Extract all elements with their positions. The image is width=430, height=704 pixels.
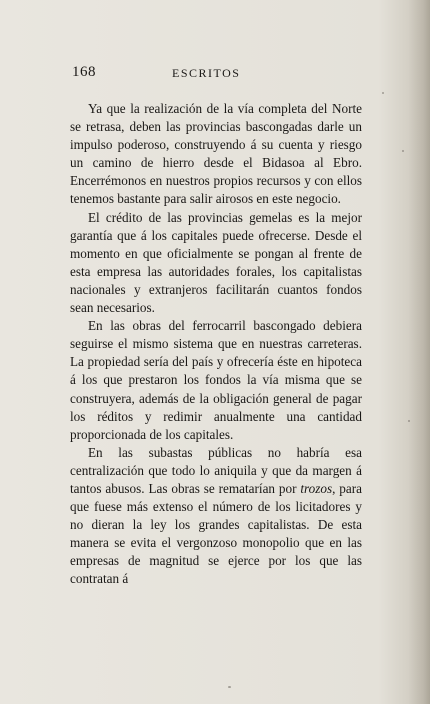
paper-speck xyxy=(408,420,410,422)
paper-speck xyxy=(382,92,384,94)
paragraph-2: El crédito de las provincias gemelas es la mejor garantía que á los capitales puede ofrecerse. Desde el momento en que oficialmente se pongan al frente de esta empresa las autoridades forales, los capitalistas nacionales y extranjeros facilitarán cuantos fondos sean necesarios. xyxy=(70,209,362,316)
running-head: ESCRITOS xyxy=(172,66,241,80)
body-text xyxy=(70,100,362,589)
paper-speck xyxy=(402,150,404,152)
page-edge-shadow xyxy=(408,0,430,704)
paragraph-3: En las obras del ferrocarril bascongado debiera seguirse el mismo sistema que en nuestras carreteras. La propiedad sería del país y ofrecería éste en hipoteca á los que prestaron los fondos la vía misma que se construyera, además de la obligación general de pagar los réditos y redimir anualmente una cantidad proporcionada de los capitales. xyxy=(70,318,362,442)
paragraph-4: En las subastas públicas no habría esa centralización que todo lo aniquila y que da margen á tantos abusos. Las obras se rematarían por trozos, para que fuese más extenso el número de los licitadores y no dieran la ley los grandes capitalistas. De esta manera se evita el vergonzoso monopolio que en las empresas de magnitud se ejerce por los que las contratan á xyxy=(70,444,362,587)
page-number: 168 xyxy=(72,64,96,80)
paper-speck xyxy=(228,686,231,688)
paragraph-1: Ya que la realización de la vía completa del Norte se retrasa, deben las provincias bascongadas darle un impulso poderoso, construyendo á su cuenta y riesgo un camino de hierro desde el Bidasoa al Ebro. Encerrémonos en nuestros propios recursos y con ellos tenemos bastante para salir airosos en este negocio. xyxy=(70,101,362,207)
page-header xyxy=(72,64,362,82)
